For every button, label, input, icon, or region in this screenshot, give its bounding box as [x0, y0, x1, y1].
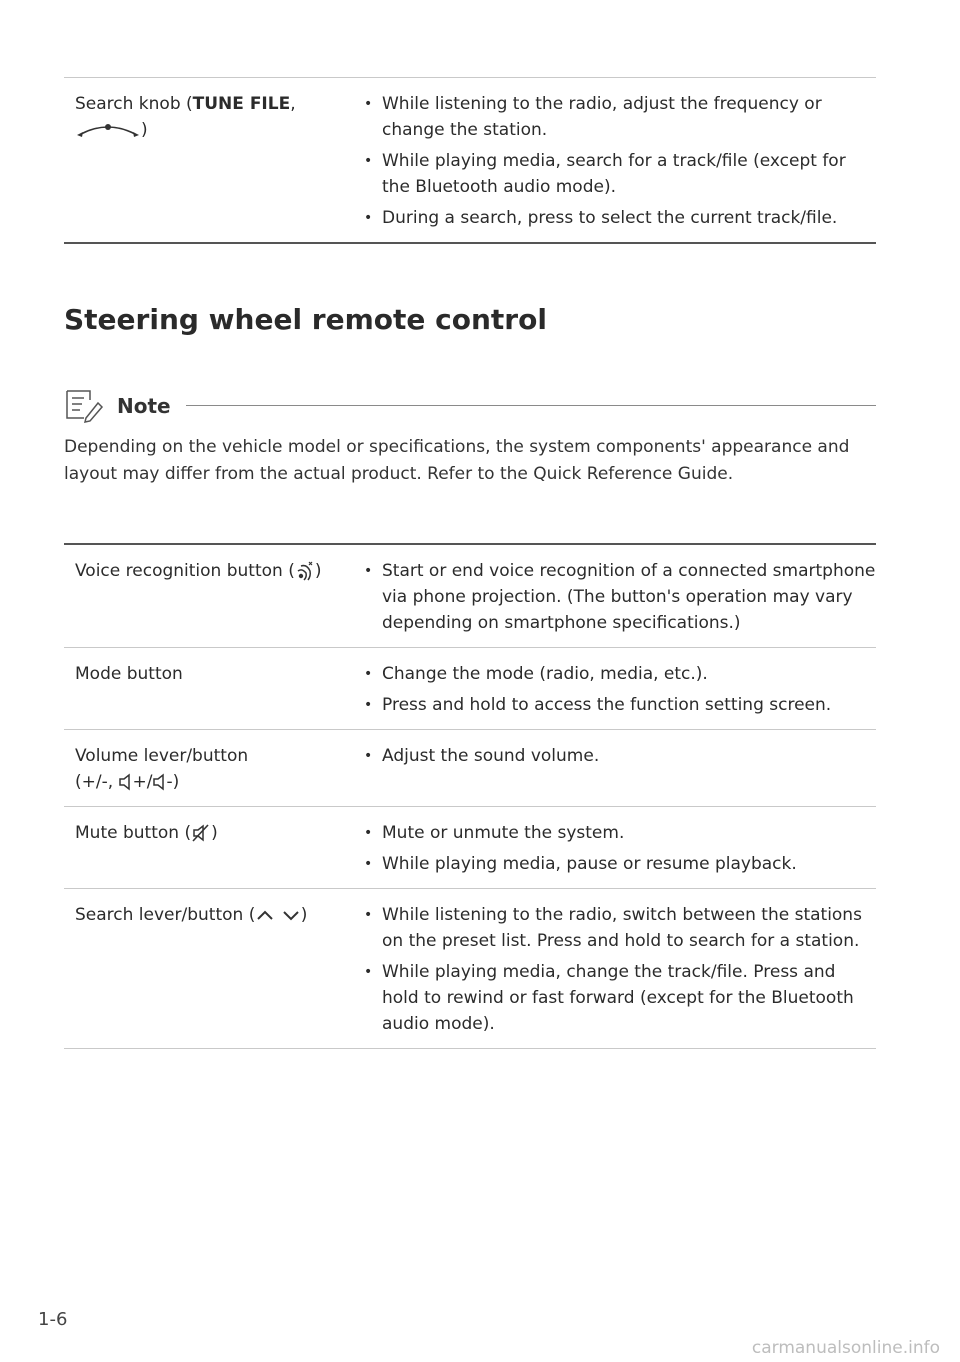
volume-down-icon [153, 773, 167, 791]
note-divider [186, 405, 876, 406]
control-description [354, 91, 876, 231]
table-row [64, 78, 876, 244]
tune-file-label: TUNE FILE [192, 94, 291, 114]
list-item: • Change the mode (radio, media, etc.). [354, 661, 876, 687]
control-name: Search lever/button ( ) [75, 905, 308, 925]
tune-arc-icon [75, 122, 141, 138]
table-row [64, 545, 876, 648]
list-item: • During a search, press to select the current track/file. [354, 205, 876, 231]
list-item: • While playing media, search for a track/file (except for the Bluetooth audio mode). [354, 148, 876, 200]
search-knob-table [64, 77, 876, 244]
control-name: Mode button [75, 664, 183, 684]
table-row [64, 807, 876, 889]
table-row [64, 648, 876, 730]
control-name: Search knob (TUNE FILE, ) [75, 94, 296, 140]
list-item: • Mute or unmute the system. [354, 820, 876, 846]
voice-recognition-icon [295, 560, 315, 582]
control-description [354, 661, 876, 718]
section-heading: Steering wheel remote control [64, 303, 547, 336]
control-name: Volume lever/button (+/-, +/ -) [75, 746, 249, 792]
control-description [354, 743, 876, 795]
page-number: 1-6 [38, 1309, 68, 1330]
note-text: Depending on the vehicle model or specifications, the system components' appearance and layout may differ from the actual product. Refer to the Quick Reference Guide. [64, 437, 850, 484]
control-name: Mute button ( ) [75, 823, 218, 843]
control-description [354, 820, 876, 877]
list-item: • While listening to the radio, switch between the stations on the preset list. Press and hold to search for a station. [354, 902, 876, 954]
list-item: • While playing media, change the track/file. Press and hold to rewind or fast forward (except for the Bluetooth audio mode). [354, 959, 876, 1037]
control-description [354, 558, 876, 636]
control-description [354, 902, 876, 1037]
note-label: Note [117, 394, 171, 418]
list-item: • While playing media, pause or resume playback. [354, 851, 876, 877]
mute-icon [191, 823, 211, 843]
note-pencil-icon [64, 388, 104, 424]
list-item: • Start or end voice recognition of a connected smartphone via phone projection. (The button's operation may vary depending on smartphone specifications.) [354, 558, 876, 636]
control-name: Voice recognition button ( ) [75, 561, 322, 581]
table-row [64, 730, 876, 807]
note-header [64, 388, 876, 428]
steering-controls-table [64, 543, 876, 1049]
list-item: • Adjust the sound volume. [354, 743, 876, 769]
list-item: • While listening to the radio, adjust the frequency or change the station. [354, 91, 876, 143]
chevron-up-icon [255, 908, 275, 922]
volume-up-icon [119, 773, 133, 791]
chevron-down-icon [281, 908, 301, 922]
watermark: carmanualsonline.info [751, 1338, 940, 1358]
table-row [64, 889, 876, 1049]
list-item: • Press and hold to access the function setting screen. [354, 692, 876, 718]
